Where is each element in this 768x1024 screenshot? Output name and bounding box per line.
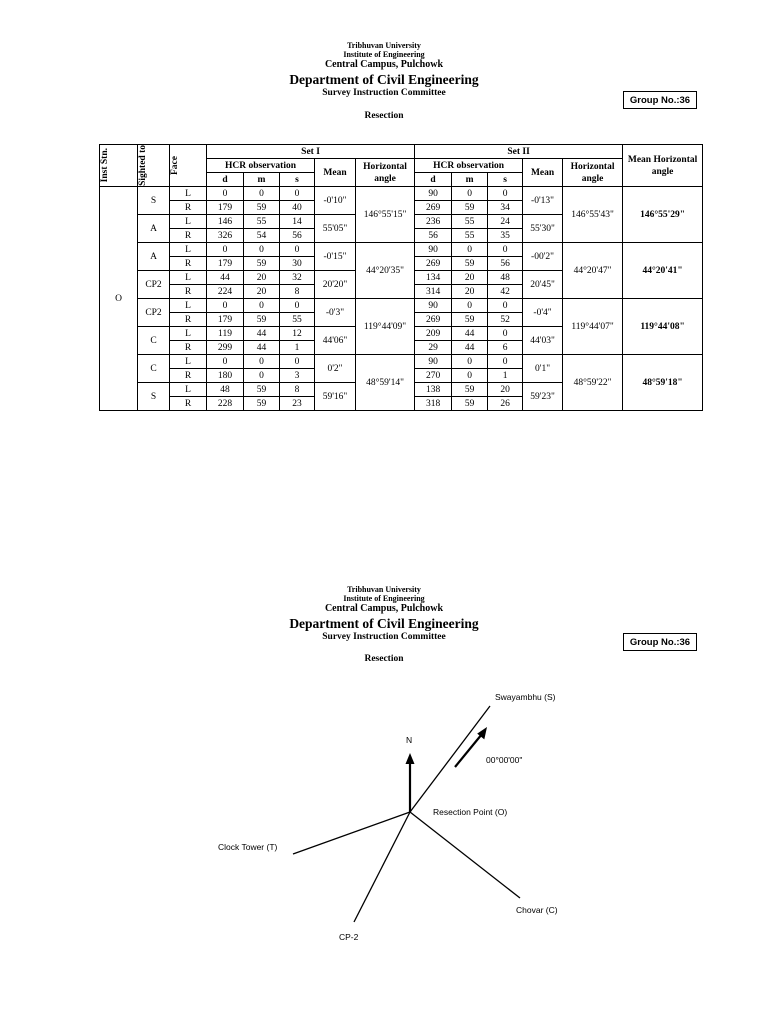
m-set2-cell: 55 bbox=[452, 229, 488, 243]
d-set1-cell: 326 bbox=[207, 229, 244, 243]
m-set2-cell: 55 bbox=[452, 215, 488, 229]
header-hz-angle-set1: Horizontal angle bbox=[356, 159, 415, 187]
group-number-box-2: Group No.:36 bbox=[623, 633, 697, 651]
mean-set1-cell: 59'16" bbox=[315, 383, 356, 411]
m-set1-cell: 55 bbox=[244, 215, 280, 229]
s-set2-cell: 52 bbox=[488, 313, 523, 327]
face-cell: R bbox=[170, 341, 207, 355]
d-set1-cell: 0 bbox=[207, 355, 244, 369]
d-set1-cell: 179 bbox=[207, 201, 244, 215]
mean-horizontal-angle-cell: 146°55'29" bbox=[623, 187, 703, 243]
m-set1-cell: 59 bbox=[244, 383, 280, 397]
swayambhu-label: Swayambhu (S) bbox=[495, 692, 556, 702]
horizontal-angle-set1-cell: 48°59'14" bbox=[356, 355, 415, 411]
face-cell: L bbox=[170, 215, 207, 229]
header-mean-horizontal-angle: Mean Horizontal angle bbox=[623, 145, 703, 187]
face-cell: R bbox=[170, 397, 207, 411]
face-cell: R bbox=[170, 201, 207, 215]
m-set1-cell: 20 bbox=[244, 271, 280, 285]
m-set1-cell: 54 bbox=[244, 229, 280, 243]
header-set1: Set I bbox=[207, 145, 415, 159]
subject-title-top: Resection bbox=[364, 111, 404, 121]
d-set2-cell: 269 bbox=[415, 201, 452, 215]
d-set1-cell: 179 bbox=[207, 257, 244, 271]
s-set2-cell: 1 bbox=[488, 369, 523, 383]
institute-name-2: Institute of Engineering bbox=[343, 594, 425, 604]
chovar-label: Chovar (C) bbox=[516, 905, 558, 915]
sighted-to-cell: C bbox=[138, 355, 170, 383]
d-set1-cell: 119 bbox=[207, 327, 244, 341]
d-set1-cell: 299 bbox=[207, 341, 244, 355]
face-cell: R bbox=[170, 229, 207, 243]
d-set2-cell: 270 bbox=[415, 369, 452, 383]
sighted-to-cell: CP2 bbox=[138, 271, 170, 299]
header-m-set1: m bbox=[244, 173, 280, 187]
north-label: N bbox=[406, 735, 413, 745]
angle-label: 00°00'00" bbox=[486, 755, 523, 765]
s-set2-cell: 26 bbox=[488, 397, 523, 411]
m-set2-cell: 44 bbox=[452, 327, 488, 341]
mean-horizontal-angle-cell: 119°44'08" bbox=[623, 299, 703, 355]
d-set1-cell: 0 bbox=[207, 243, 244, 257]
m-set1-cell: 0 bbox=[244, 299, 280, 313]
m-set1-cell: 59 bbox=[244, 397, 280, 411]
group-number-box: Group No.:36 bbox=[623, 91, 697, 109]
committee-name-2: Survey Instruction Committee bbox=[322, 632, 446, 643]
department-title-2: Department of Civil Engineering bbox=[289, 615, 479, 631]
horizontal-angle-set2-cell: 119°44'07" bbox=[563, 299, 623, 355]
d-set2-cell: 236 bbox=[415, 215, 452, 229]
header-d-set2: d bbox=[415, 173, 452, 187]
d-set1-cell: 146 bbox=[207, 215, 244, 229]
horizontal-angle-set2-cell: 146°55'43" bbox=[563, 187, 623, 243]
d-set1-cell: 48 bbox=[207, 383, 244, 397]
s-set1-cell: 40 bbox=[280, 201, 315, 215]
s-set2-cell: 34 bbox=[488, 201, 523, 215]
m-set1-cell: 59 bbox=[244, 313, 280, 327]
header-hcr-set2: HCR observation bbox=[415, 159, 523, 173]
d-set2-cell: 29 bbox=[415, 341, 452, 355]
face-cell: L bbox=[170, 271, 207, 285]
s-set2-cell: 0 bbox=[488, 355, 523, 369]
s-set1-cell: 23 bbox=[280, 397, 315, 411]
resection-point-label: Resection Point (O) bbox=[433, 807, 508, 817]
mean-set2-cell: 0'1" bbox=[523, 355, 563, 383]
m-set1-cell: 20 bbox=[244, 285, 280, 299]
s-set1-cell: 55 bbox=[280, 313, 315, 327]
s-set2-cell: 6 bbox=[488, 341, 523, 355]
mean-set1-cell: -0'3" bbox=[315, 299, 356, 327]
face-cell: L bbox=[170, 187, 207, 201]
header-d-set1: d bbox=[207, 173, 244, 187]
s-set2-cell: 20 bbox=[488, 383, 523, 397]
s-set1-cell: 0 bbox=[280, 299, 315, 313]
mean-set2-cell: 55'30" bbox=[523, 215, 563, 243]
m-set2-cell: 0 bbox=[452, 355, 488, 369]
header-mean-set1: Mean bbox=[315, 159, 356, 187]
s-set1-cell: 8 bbox=[280, 383, 315, 397]
campus-name: Central Campus, Pulchowk bbox=[324, 59, 444, 71]
m-set1-cell: 0 bbox=[244, 355, 280, 369]
d-set1-cell: 180 bbox=[207, 369, 244, 383]
m-set2-cell: 59 bbox=[452, 257, 488, 271]
d-set2-cell: 90 bbox=[415, 355, 452, 369]
mean-set2-cell: -0'4" bbox=[523, 299, 563, 327]
d-set2-cell: 90 bbox=[415, 187, 452, 201]
d-set2-cell: 134 bbox=[415, 271, 452, 285]
d-set1-cell: 179 bbox=[207, 313, 244, 327]
d-set2-cell: 314 bbox=[415, 285, 452, 299]
horizontal-angle-set2-cell: 48°59'22" bbox=[563, 355, 623, 411]
d-set2-cell: 269 bbox=[415, 257, 452, 271]
s-set1-cell: 0 bbox=[280, 243, 315, 257]
m-set1-cell: 44 bbox=[244, 341, 280, 355]
campus-name-2: Central Campus, Pulchowk bbox=[324, 603, 444, 615]
direction-arrow-line bbox=[455, 734, 482, 767]
ray-chovar bbox=[410, 812, 520, 898]
s-set2-cell: 0 bbox=[488, 187, 523, 201]
m-set2-cell: 20 bbox=[452, 285, 488, 299]
d-set2-cell: 90 bbox=[415, 243, 452, 257]
header-face: Face bbox=[170, 145, 207, 187]
department-title: Department of Civil Engineering bbox=[289, 71, 479, 87]
s-set2-cell: 24 bbox=[488, 215, 523, 229]
mean-set2-cell: 59'23" bbox=[523, 383, 563, 411]
subject-title-bottom: Resection bbox=[364, 654, 404, 664]
ray-swayambhu bbox=[410, 706, 490, 812]
university-name-2: Tribhuvan University bbox=[347, 585, 421, 594]
horizontal-angle-set2-cell: 44°20'47" bbox=[563, 243, 623, 299]
face-cell: R bbox=[170, 257, 207, 271]
sighted-to-cell: A bbox=[138, 243, 170, 271]
face-cell: L bbox=[170, 383, 207, 397]
mean-set1-cell: 20'20" bbox=[315, 271, 356, 299]
m-set2-cell: 59 bbox=[452, 383, 488, 397]
m-set2-cell: 59 bbox=[452, 313, 488, 327]
header-hcr-set1: HCR observation bbox=[207, 159, 315, 173]
header-set2: Set II bbox=[415, 145, 623, 159]
sighted-to-cell: C bbox=[138, 327, 170, 355]
d-set2-cell: 138 bbox=[415, 383, 452, 397]
header-s-set2: s bbox=[488, 173, 523, 187]
s-set2-cell: 48 bbox=[488, 271, 523, 285]
m-set2-cell: 44 bbox=[452, 341, 488, 355]
mean-set1-cell: 0'2" bbox=[315, 355, 356, 383]
face-cell: R bbox=[170, 285, 207, 299]
face-cell: L bbox=[170, 327, 207, 341]
s-set1-cell: 56 bbox=[280, 229, 315, 243]
mean-horizontal-angle-cell: 44°20'41" bbox=[623, 243, 703, 299]
face-cell: R bbox=[170, 369, 207, 383]
s-set1-cell: 30 bbox=[280, 257, 315, 271]
committee-name: Survey Instruction Committee bbox=[322, 88, 446, 99]
m-set1-cell: 0 bbox=[244, 187, 280, 201]
d-set1-cell: 44 bbox=[207, 271, 244, 285]
header-sighted-to: Sighted to bbox=[138, 145, 170, 187]
north-arrow-icon bbox=[406, 753, 415, 764]
d-set1-cell: 0 bbox=[207, 187, 244, 201]
s-set1-cell: 0 bbox=[280, 187, 315, 201]
m-set1-cell: 44 bbox=[244, 327, 280, 341]
mean-set1-cell: 44'06" bbox=[315, 327, 356, 355]
mean-set1-cell: -0'15" bbox=[315, 243, 356, 271]
d-set2-cell: 209 bbox=[415, 327, 452, 341]
s-set2-cell: 0 bbox=[488, 299, 523, 313]
mean-set2-cell: 44'03" bbox=[523, 327, 563, 355]
d-set2-cell: 56 bbox=[415, 229, 452, 243]
university-name: Tribhuvan University bbox=[347, 41, 421, 50]
s-set2-cell: 0 bbox=[488, 243, 523, 257]
mean-set2-cell: 20'45" bbox=[523, 271, 563, 299]
d-set2-cell: 90 bbox=[415, 299, 452, 313]
m-set2-cell: 0 bbox=[452, 243, 488, 257]
horizontal-angle-set1-cell: 119°44'09" bbox=[356, 299, 415, 355]
d-set1-cell: 0 bbox=[207, 299, 244, 313]
inst-station-cell: O bbox=[100, 187, 138, 411]
m-set2-cell: 59 bbox=[452, 397, 488, 411]
d-set1-cell: 224 bbox=[207, 285, 244, 299]
institute-name: Institute of Engineering bbox=[343, 50, 425, 60]
mean-set2-cell: -0'13" bbox=[523, 187, 563, 215]
d-set2-cell: 269 bbox=[415, 313, 452, 327]
header-s-set1: s bbox=[280, 173, 315, 187]
header-mean-set2: Mean bbox=[523, 159, 563, 187]
face-cell: L bbox=[170, 243, 207, 257]
face-cell: L bbox=[170, 299, 207, 313]
s-set2-cell: 35 bbox=[488, 229, 523, 243]
s-set1-cell: 0 bbox=[280, 355, 315, 369]
s-set1-cell: 1 bbox=[280, 341, 315, 355]
m-set1-cell: 59 bbox=[244, 257, 280, 271]
m-set1-cell: 59 bbox=[244, 201, 280, 215]
s-set1-cell: 8 bbox=[280, 285, 315, 299]
header-inst-stn: Inst Stn. bbox=[100, 145, 138, 187]
face-cell: R bbox=[170, 313, 207, 327]
mean-set1-cell: 55'05" bbox=[315, 215, 356, 243]
mean-horizontal-angle-cell: 48°59'18" bbox=[623, 355, 703, 411]
d-set2-cell: 318 bbox=[415, 397, 452, 411]
m-set1-cell: 0 bbox=[244, 243, 280, 257]
header-m-set2: m bbox=[452, 173, 488, 187]
cp2-label: CP-2 bbox=[339, 932, 359, 942]
s-set1-cell: 12 bbox=[280, 327, 315, 341]
m-set2-cell: 0 bbox=[452, 187, 488, 201]
mean-set1-cell: -0'10" bbox=[315, 187, 356, 215]
m-set2-cell: 59 bbox=[452, 201, 488, 215]
sighted-to-cell: CP2 bbox=[138, 299, 170, 327]
sighted-to-cell: S bbox=[138, 383, 170, 411]
m-set2-cell: 0 bbox=[452, 369, 488, 383]
m-set2-cell: 20 bbox=[452, 271, 488, 285]
s-set1-cell: 14 bbox=[280, 215, 315, 229]
sighted-to-cell: S bbox=[138, 187, 170, 215]
face-cell: L bbox=[170, 355, 207, 369]
m-set1-cell: 0 bbox=[244, 369, 280, 383]
m-set2-cell: 0 bbox=[452, 299, 488, 313]
d-set1-cell: 228 bbox=[207, 397, 244, 411]
horizontal-angle-set1-cell: 146°55'15" bbox=[356, 187, 415, 243]
s-set2-cell: 56 bbox=[488, 257, 523, 271]
horizontal-angle-set1-cell: 44°20'35" bbox=[356, 243, 415, 299]
sighted-to-cell: A bbox=[138, 215, 170, 243]
s-set2-cell: 42 bbox=[488, 285, 523, 299]
s-set2-cell: 0 bbox=[488, 327, 523, 341]
s-set1-cell: 32 bbox=[280, 271, 315, 285]
s-set1-cell: 3 bbox=[280, 369, 315, 383]
header-hz-angle-set2: Horizontal angle bbox=[563, 159, 623, 187]
clock-tower-label: Clock Tower (T) bbox=[218, 842, 278, 852]
mean-set2-cell: -00'2" bbox=[523, 243, 563, 271]
